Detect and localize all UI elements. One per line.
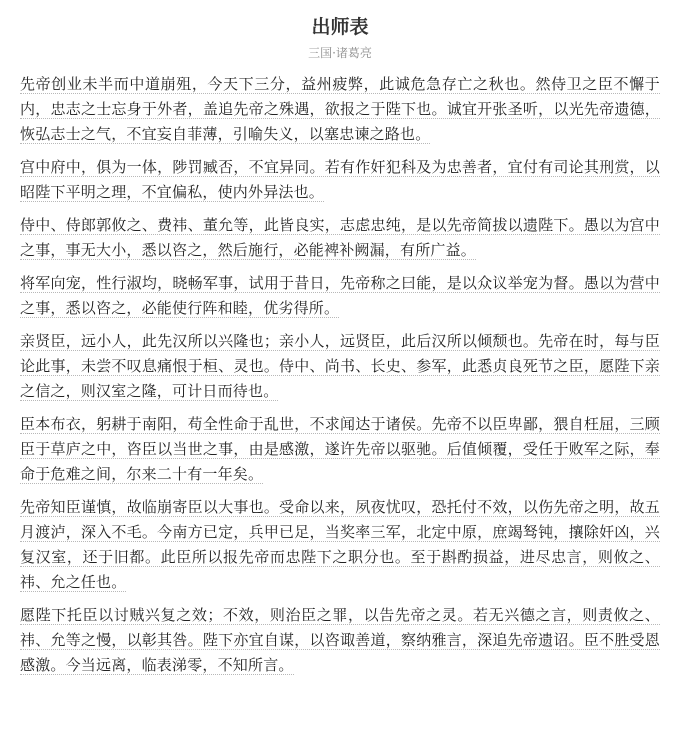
paragraph: [20, 155, 660, 205]
paragraph-text: 侍中、侍郎郭攸之、费祎、董允等，此皆良实，志虑忠纯，是以先帝简拔以遗陛下。愚以为宫中之事，事无大小，悉以咨之，然后施行，必能裨补阙漏，有所广益。: [20, 216, 660, 259]
paragraph-text: 宫中府中，俱为一体，陟罚臧否，不宜异同。若有作奸犯科及为忠善者，宜付有司论其刑赏，以昭陛下平明之理，不宜偏私，使内外异法也。: [20, 158, 660, 201]
paragraph-text: 愿陛下托臣以讨贼兴复之效；不效，则治臣之罪，以告先帝之灵。若无兴德之言，则责攸之、祎、允等之慢，以彰其咎。陛下亦宜自谋，以咨诹善道，察纳雅言，深追先帝遗诏。臣不胜受恩感激。今当远离，临表涕零，不知所言。: [20, 606, 660, 674]
paragraph: [20, 271, 660, 321]
paragraph-text: 将军向宠，性行淑均，晓畅军事，试用于昔日，先帝称之曰能，是以众议举宠为督。愚以为营中之事，悉以咨之，必能使行阵和睦，优劣得所。: [20, 274, 660, 317]
paragraph: [20, 329, 660, 404]
document-author: 三国·诸葛亮: [308, 46, 372, 60]
paragraph: [20, 412, 660, 487]
paragraph-text: 先帝创业未半而中道崩殂，今天下三分，益州疲弊，此诚危急存亡之秋也。然侍卫之臣不懈于内，忠志之士忘身于外者，盖追先帝之殊遇，欲报之于陛下也。诚宜开张圣听，以光先帝遗德，恢弘志士之气，不宜妄自菲薄，引喻失义，以塞忠谏之路也。: [20, 75, 660, 143]
paragraph: [20, 603, 660, 678]
paragraph-text: 臣本布衣，躬耕于南阳，苟全性命于乱世，不求闻达于诸侯。先帝不以臣卑鄙，猥自枉屈，三顾臣于草庐之中，咨臣以当世之事，由是感激，遂许先帝以驱驰。后值倾覆，受任于败军之际，奉命于危难之间，尔来二十有一年矣。: [20, 415, 660, 483]
document-body: [20, 72, 660, 678]
paragraph: [20, 72, 660, 147]
paragraph-text: 先帝知臣谨慎，故临崩寄臣以大事也。受命以来，夙夜忧叹，恐托付不效，以伤先帝之明，故五月渡泸，深入不毛。今南方已定，兵甲已足，当奖率三军，北定中原，庶竭驽钝，攘除奸凶，兴复汉室，还于旧都。此臣所以报先帝而忠陛下之职分也。至于斟酌损益，进尽忠言，则攸之、祎、允之任也。: [20, 498, 660, 591]
paragraph-text: 亲贤臣，远小人，此先汉所以兴隆也；亲小人，远贤臣，此后汉所以倾颓也。先帝在时，每与臣论此事，未尝不叹息痛恨于桓、灵也。侍中、尚书、长史、参军，此悉贞良死节之臣，愿陛下亲之信之，则汉室之隆，可计日而待也。: [20, 332, 660, 400]
paragraph: [20, 213, 660, 263]
paragraph: [20, 495, 660, 595]
document-title: 出师表: [311, 16, 369, 38]
